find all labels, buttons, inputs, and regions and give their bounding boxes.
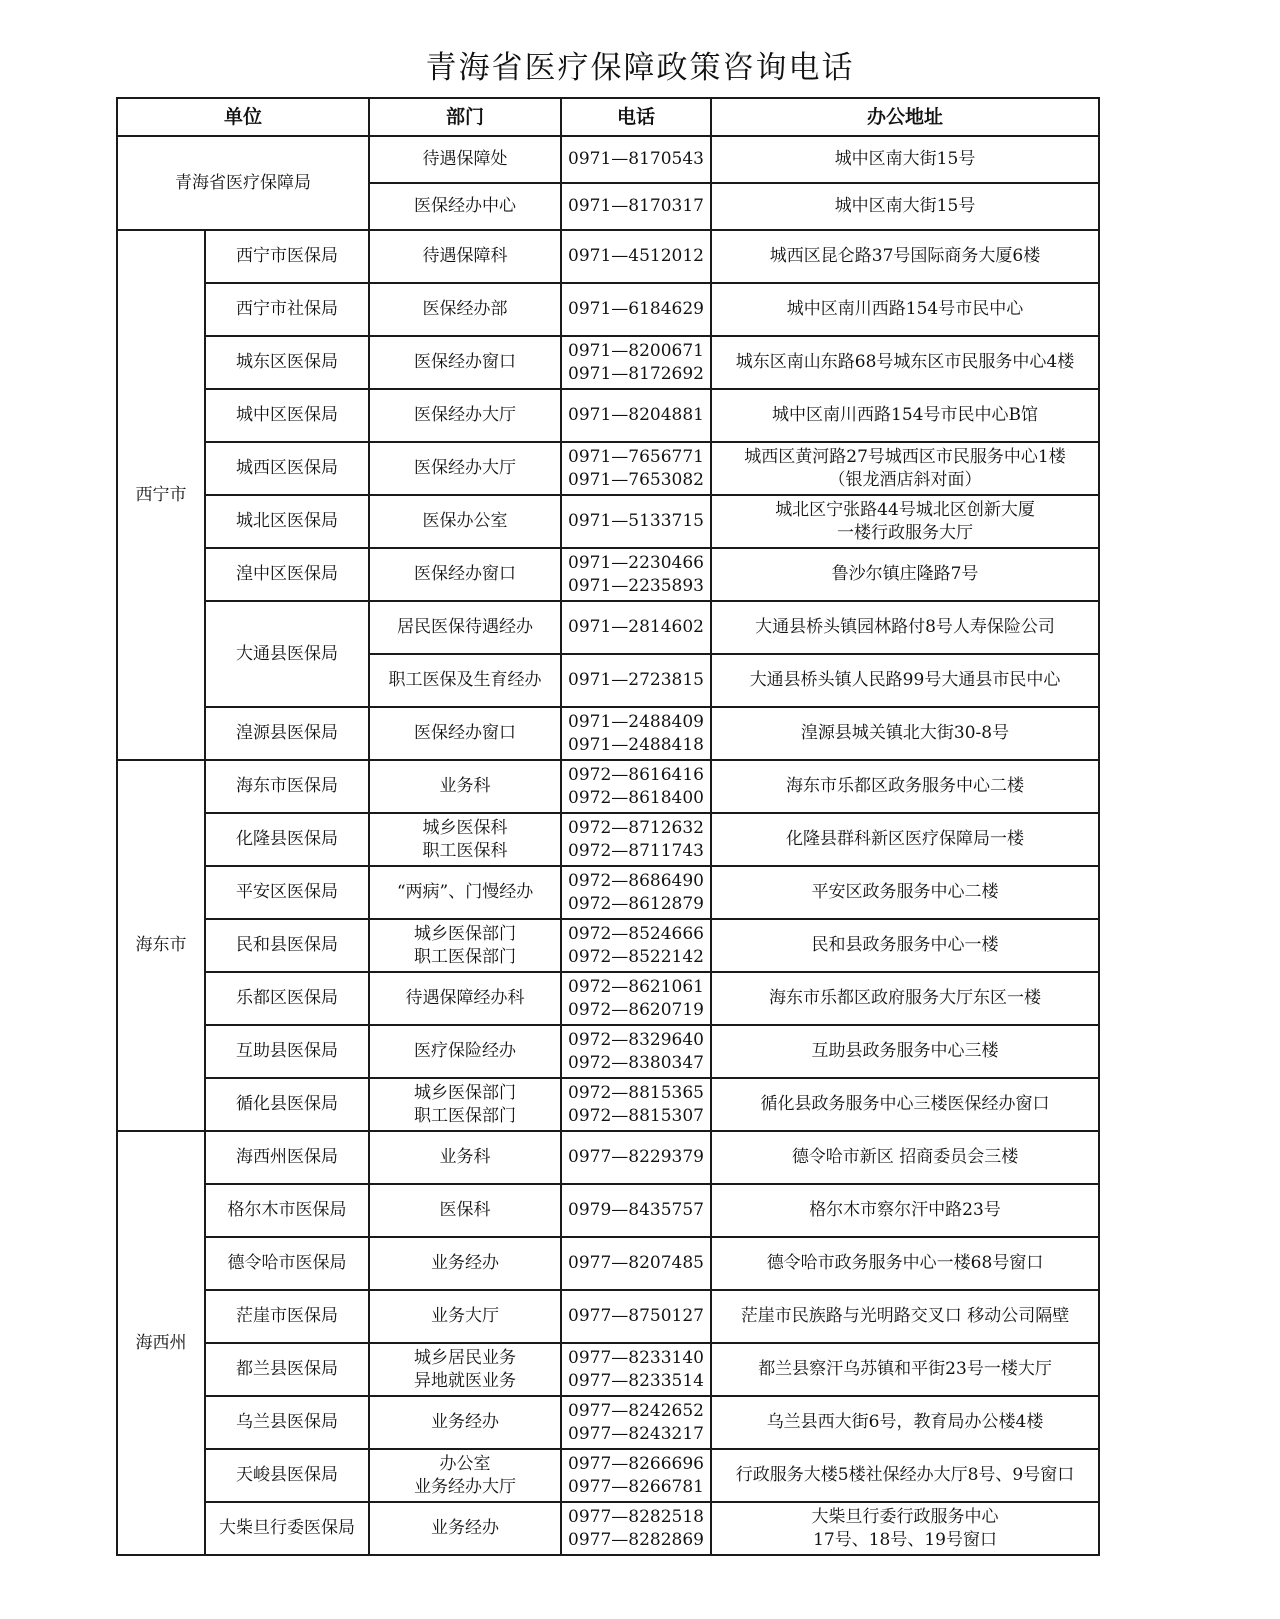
bureau-cell: 德令哈市医保局 xyxy=(205,1237,369,1290)
phone-cell-line: 0971—8170317 xyxy=(568,196,704,216)
dept-cell xyxy=(369,230,561,283)
table-row xyxy=(117,389,1099,442)
bureau-cell: 海西州医保局 xyxy=(205,1131,369,1184)
phone-cell-line: 0971—7656771 xyxy=(568,446,704,467)
phone-cell-line: 0971—4512012 xyxy=(568,246,704,266)
phone-cell-line: 0972—8712632 xyxy=(568,817,704,838)
address-cell xyxy=(711,601,1099,654)
phone-cell xyxy=(561,813,711,866)
phone-cell xyxy=(561,1343,711,1396)
bureau-cell: 天峻县医保局 xyxy=(205,1449,369,1502)
header-row xyxy=(117,98,1099,136)
address-cell xyxy=(711,183,1099,230)
phone-cell-line: 0977—8282869 xyxy=(568,1529,704,1550)
phone-cell xyxy=(561,283,711,336)
address-cell-line: 城北区宁张路44号城北区创新大厦 xyxy=(775,499,1035,520)
phone-cell-line: 0971—2235893 xyxy=(568,575,704,596)
address-cell xyxy=(711,1237,1099,1290)
table-row xyxy=(117,1025,1099,1078)
bureau-cell: 西宁市社保局 xyxy=(205,283,369,336)
phone-cell-line: 0977—8229379 xyxy=(568,1147,704,1167)
bureau-cell: 都兰县医保局 xyxy=(205,1343,369,1396)
table-row xyxy=(117,1502,1099,1555)
bureau-cell: 城东区医保局 xyxy=(205,336,369,389)
dept-cell-line: 医保经办窗口 xyxy=(414,723,517,743)
dept-cell-line: 医保经办窗口 xyxy=(414,564,517,584)
phone-cell-line: 0972—8815365 xyxy=(568,1082,704,1103)
city-cell: 西宁市 xyxy=(117,230,205,760)
address-cell xyxy=(711,1184,1099,1237)
phone-cell xyxy=(561,442,711,495)
phone-cell-line: 0972—8522142 xyxy=(568,946,704,967)
phone-cell xyxy=(561,919,711,972)
dept-cell-line: 医保办公室 xyxy=(422,511,508,531)
dept-cell-line: 医保经办大厅 xyxy=(414,458,517,478)
dept-cell xyxy=(369,1131,561,1184)
table-row xyxy=(117,919,1099,972)
address-cell xyxy=(711,1290,1099,1343)
phone-cell-line: 0971—6184629 xyxy=(568,299,704,319)
phone-cell-line: 0971—2488409 xyxy=(568,711,704,732)
table-row xyxy=(117,495,1099,548)
dept-cell xyxy=(369,1184,561,1237)
address-cell xyxy=(711,136,1099,183)
phone-cell xyxy=(561,1078,711,1131)
address-cell xyxy=(711,813,1099,866)
province-unit-cell: 青海省医疗保障局 xyxy=(117,136,369,230)
phone-cell xyxy=(561,1184,711,1237)
table-row xyxy=(117,1131,1099,1184)
bureau-cell: 茫崖市医保局 xyxy=(205,1290,369,1343)
address-cell-line: 大柴旦行委行政服务中心 xyxy=(811,1506,999,1527)
address-cell-line: 循化县政务服务中心三楼医保经办窗口 xyxy=(760,1094,1050,1114)
table-row xyxy=(117,866,1099,919)
header-dept: 部门 xyxy=(369,98,561,136)
address-cell xyxy=(711,866,1099,919)
address-cell-line: 平安区政务服务中心二楼 xyxy=(811,882,999,902)
phone-cell-line: 0979—8435757 xyxy=(568,1200,704,1220)
phone-cell xyxy=(561,183,711,230)
table-row xyxy=(117,136,1099,183)
dept-cell xyxy=(369,707,561,760)
address-cell-line: 化隆县群科新区医疗保障局一楼 xyxy=(786,829,1025,849)
dept-cell-line: 居民医保待遇经办 xyxy=(397,617,534,637)
address-cell xyxy=(711,495,1099,548)
bureau-cell: 化隆县医保局 xyxy=(205,813,369,866)
table-row xyxy=(117,1078,1099,1131)
address-cell-line: 城中区南川西路154号市民中心B馆 xyxy=(772,405,1038,425)
dept-cell xyxy=(369,548,561,601)
phone-cell xyxy=(561,389,711,442)
phone-cell-line: 0972—8618400 xyxy=(568,787,704,808)
address-cell xyxy=(711,230,1099,283)
address-cell-line: （银龙酒店斜对面） xyxy=(828,469,982,490)
dept-cell xyxy=(369,283,561,336)
address-cell xyxy=(711,336,1099,389)
address-cell-line: 一楼行政服务大厅 xyxy=(837,522,974,543)
dept-cell-line: 城乡医保部门 xyxy=(414,1082,517,1103)
phone-cell-line: 0972—8711743 xyxy=(568,840,704,861)
dept-cell-line: 待遇保障经办科 xyxy=(405,988,525,1008)
phone-cell-line: 0971—8170543 xyxy=(568,149,704,169)
phone-cell xyxy=(561,495,711,548)
dept-cell-line: 待遇保障科 xyxy=(422,246,508,266)
dept-cell xyxy=(369,495,561,548)
bureau-cell: 大通县医保局 xyxy=(205,601,369,707)
bureau-cell: 西宁市医保局 xyxy=(205,230,369,283)
phone-cell-line: 0972—8621061 xyxy=(568,976,704,997)
phone-cell-line: 0972—8616416 xyxy=(568,764,704,785)
dept-cell xyxy=(369,1396,561,1449)
phone-cell xyxy=(561,1025,711,1078)
bureau-cell: 互助县医保局 xyxy=(205,1025,369,1078)
phone-cell-line: 0971—2723815 xyxy=(568,670,704,690)
dept-cell-line: 城乡医保科 xyxy=(422,817,508,838)
table-row xyxy=(117,1396,1099,1449)
dept-cell-line: 业务科 xyxy=(439,1147,491,1167)
dept-cell xyxy=(369,136,561,183)
phone-cell-line: 0977—8242652 xyxy=(568,1400,704,1421)
table-row xyxy=(117,1237,1099,1290)
bureau-cell: 民和县医保局 xyxy=(205,919,369,972)
address-cell xyxy=(711,707,1099,760)
address-cell-line: 17号、18号、19号窗口 xyxy=(813,1529,997,1550)
phone-cell-line: 0971—2230466 xyxy=(568,552,704,573)
dept-cell-line: 医疗保险经办 xyxy=(414,1041,517,1061)
phone-cell xyxy=(561,760,711,813)
dept-cell-line: 职工医保部门 xyxy=(414,946,517,967)
dept-cell-line: 医保经办窗口 xyxy=(414,352,517,372)
phone-cell xyxy=(561,548,711,601)
phone-cell xyxy=(561,1502,711,1555)
phone-cell-line: 0972—8815307 xyxy=(568,1105,704,1126)
table-body xyxy=(117,136,1099,1555)
phone-cell-line: 0972—8620719 xyxy=(568,999,704,1020)
dept-cell xyxy=(369,972,561,1025)
page-title: 青海省医疗保障政策咨询电话 xyxy=(425,50,855,86)
address-cell-line: 城中区南大街15号 xyxy=(834,149,976,169)
bureau-cell: 湟中区医保局 xyxy=(205,548,369,601)
dept-cell xyxy=(369,389,561,442)
dept-cell xyxy=(369,654,561,707)
address-cell-line: 互助县政务服务中心三楼 xyxy=(811,1041,999,1061)
table-row xyxy=(117,972,1099,1025)
address-cell-line: 乌兰县西大街6号，教育局办公楼4楼 xyxy=(766,1412,1044,1432)
header-address: 办公地址 xyxy=(711,98,1099,136)
dept-cell xyxy=(369,1078,561,1131)
bureau-cell: 乐都区医保局 xyxy=(205,972,369,1025)
table-row xyxy=(117,548,1099,601)
bureau-cell: 城北区医保局 xyxy=(205,495,369,548)
address-cell xyxy=(711,1396,1099,1449)
address-cell-line: 城西区昆仑路37号国际商务大厦6楼 xyxy=(769,246,1041,266)
dept-cell-line: 业务科 xyxy=(439,776,491,796)
address-cell-line: 德令哈市新区 招商委员会三楼 xyxy=(791,1147,1019,1167)
phone-cell-line: 0971—8172692 xyxy=(568,363,704,384)
phone-cell-line: 0971—8204881 xyxy=(568,405,704,425)
phone-cell-line: 0977—8243217 xyxy=(568,1423,704,1444)
phone-cell xyxy=(561,1290,711,1343)
bureau-cell: 城中区医保局 xyxy=(205,389,369,442)
address-cell-line: 城东区南山东路68号城东区市民服务中心4楼 xyxy=(735,352,1075,372)
city-cell: 海西州 xyxy=(117,1131,205,1555)
table-row xyxy=(117,1343,1099,1396)
phone-cell-line: 0972—8380347 xyxy=(568,1052,704,1073)
phone-cell xyxy=(561,336,711,389)
dept-cell-line: 业务经办 xyxy=(431,1412,500,1432)
dept-cell-line: 医保经办部 xyxy=(422,299,508,319)
table-row xyxy=(117,760,1099,813)
city-cell: 海东市 xyxy=(117,760,205,1131)
phone-cell xyxy=(561,1396,711,1449)
phone-cell-line: 0977—8233514 xyxy=(568,1370,704,1391)
dept-cell-line: 医保科 xyxy=(439,1200,491,1220)
phone-cell xyxy=(561,707,711,760)
address-cell xyxy=(711,548,1099,601)
bureau-cell: 海东市医保局 xyxy=(205,760,369,813)
phone-cell xyxy=(561,1131,711,1184)
bureau-cell: 城西区医保局 xyxy=(205,442,369,495)
bureau-cell: 大柴旦行委医保局 xyxy=(205,1502,369,1555)
address-cell xyxy=(711,1502,1099,1555)
table-row xyxy=(117,336,1099,389)
phone-cell-line: 0972—8524666 xyxy=(568,923,704,944)
dept-cell-line: 职工医保科 xyxy=(422,840,508,861)
phone-cell-line: 0971—2488418 xyxy=(568,734,704,755)
phone-cell xyxy=(561,136,711,183)
phone-cell-line: 0977—8750127 xyxy=(568,1306,704,1326)
address-cell xyxy=(711,1449,1099,1502)
dept-cell-line: 医保经办大厅 xyxy=(414,405,517,425)
table-row xyxy=(117,230,1099,283)
dept-cell-line: 医保经办中心 xyxy=(414,196,517,216)
dept-cell xyxy=(369,1502,561,1555)
dept-cell xyxy=(369,1025,561,1078)
bureau-cell: 湟源县医保局 xyxy=(205,707,369,760)
address-cell xyxy=(711,654,1099,707)
address-cell xyxy=(711,972,1099,1025)
address-cell-line: 行政服务大楼5楼社保经办大厅8号、9号窗口 xyxy=(735,1465,1075,1485)
phone-cell xyxy=(561,972,711,1025)
dept-cell xyxy=(369,183,561,230)
bureau-cell: 乌兰县医保局 xyxy=(205,1396,369,1449)
phone-cell-line: 0977—8266781 xyxy=(568,1476,704,1497)
dept-cell-line: 城乡医保部门 xyxy=(414,923,517,944)
phone-cell-line: 0977—8233140 xyxy=(568,1347,704,1368)
dept-cell xyxy=(369,601,561,654)
table-row xyxy=(117,442,1099,495)
phone-cell xyxy=(561,601,711,654)
address-cell-line: 茫崖市民族路与光明路交叉口 移动公司隔壁 xyxy=(740,1306,1070,1326)
dept-cell-line: 业务经办大厅 xyxy=(414,1476,517,1497)
dept-cell xyxy=(369,1343,561,1396)
phone-cell-line: 0972—8612879 xyxy=(568,893,704,914)
phone-cell xyxy=(561,1449,711,1502)
phone-cell-line: 0971—8200671 xyxy=(568,340,704,361)
contact-table xyxy=(116,97,1100,1556)
address-cell-line: 格尔木市察尔汗中路23号 xyxy=(809,1200,1001,1220)
phone-cell xyxy=(561,654,711,707)
phone-cell-line: 0971—5133715 xyxy=(568,511,704,531)
dept-cell-line: 业务经办 xyxy=(431,1518,500,1538)
phone-cell xyxy=(561,1237,711,1290)
dept-cell xyxy=(369,760,561,813)
dept-cell-line: 办公室 xyxy=(439,1453,491,1474)
table-row xyxy=(117,707,1099,760)
dept-cell xyxy=(369,813,561,866)
address-cell-line: 海东市乐都区政务服务中心二楼 xyxy=(786,776,1025,796)
address-cell-line: 民和县政务服务中心一楼 xyxy=(811,935,999,955)
dept-cell-line: 业务大厅 xyxy=(431,1306,500,1326)
table-row xyxy=(117,601,1099,654)
address-cell-line: 城中区南川西路154号市民中心 xyxy=(786,299,1024,319)
dept-cell xyxy=(369,866,561,919)
address-cell-line: 都兰县察汗乌苏镇和平街23号一楼大厅 xyxy=(758,1359,1052,1379)
address-cell-line: 城西区黄河路27号城西区市民服务中心1楼 xyxy=(744,446,1066,467)
address-cell xyxy=(711,1131,1099,1184)
bureau-cell: 格尔木市医保局 xyxy=(205,1184,369,1237)
table-row xyxy=(117,1184,1099,1237)
address-cell-line: 鲁沙尔镇庄隆路7号 xyxy=(831,564,979,584)
phone-cell-line: 0971—2814602 xyxy=(568,617,704,637)
dept-cell-line: 职工医保部门 xyxy=(414,1105,517,1126)
header-unit: 单位 xyxy=(117,98,369,136)
address-cell xyxy=(711,1343,1099,1396)
dept-cell-line: “两病”、门慢经办 xyxy=(396,882,534,902)
phone-cell-line: 0977—8207485 xyxy=(568,1253,704,1273)
table-row xyxy=(117,1449,1099,1502)
address-cell xyxy=(711,1078,1099,1131)
address-cell-line: 海东市乐都区政府服务大厅东区一楼 xyxy=(769,988,1042,1008)
dept-cell xyxy=(369,442,561,495)
dept-cell-line: 职工医保及生育经办 xyxy=(388,670,542,690)
dept-cell-line: 异地就医业务 xyxy=(414,1370,517,1391)
address-cell-line: 大通县桥头镇园林路付8号人寿保险公司 xyxy=(755,617,1055,637)
phone-cell-line: 0972—8329640 xyxy=(568,1029,704,1050)
address-cell xyxy=(711,283,1099,336)
table-row xyxy=(117,813,1099,866)
dept-cell-line: 城乡居民业务 xyxy=(414,1347,517,1368)
phone-cell-line: 0977—8266696 xyxy=(568,1453,704,1474)
address-cell-line: 城中区南大街15号 xyxy=(834,196,976,216)
dept-cell xyxy=(369,1449,561,1502)
address-cell xyxy=(711,442,1099,495)
phone-cell-line: 0971—7653082 xyxy=(568,469,704,490)
dept-cell xyxy=(369,1237,561,1290)
address-cell xyxy=(711,760,1099,813)
dept-cell-line: 业务经办 xyxy=(431,1253,500,1273)
phone-cell-line: 0977—8282518 xyxy=(568,1506,704,1527)
header-phone: 电话 xyxy=(561,98,711,136)
address-cell xyxy=(711,1025,1099,1078)
address-cell-line: 湟源县城关镇北大街30-8号 xyxy=(800,723,1010,743)
dept-cell-line: 待遇保障处 xyxy=(422,149,508,169)
table-row xyxy=(117,1290,1099,1343)
table-row xyxy=(117,283,1099,336)
phone-cell-line: 0972—8686490 xyxy=(568,870,704,891)
address-cell xyxy=(711,919,1099,972)
address-cell xyxy=(711,389,1099,442)
phone-cell xyxy=(561,230,711,283)
dept-cell xyxy=(369,919,561,972)
dept-cell xyxy=(369,336,561,389)
address-cell-line: 大通县桥头镇人民路99号大通县市民中心 xyxy=(749,670,1061,690)
bureau-cell: 平安区医保局 xyxy=(205,866,369,919)
phone-cell xyxy=(561,866,711,919)
address-cell-line: 德令哈市政务服务中心一楼68号窗口 xyxy=(766,1253,1044,1273)
bureau-cell: 循化县医保局 xyxy=(205,1078,369,1131)
dept-cell xyxy=(369,1290,561,1343)
